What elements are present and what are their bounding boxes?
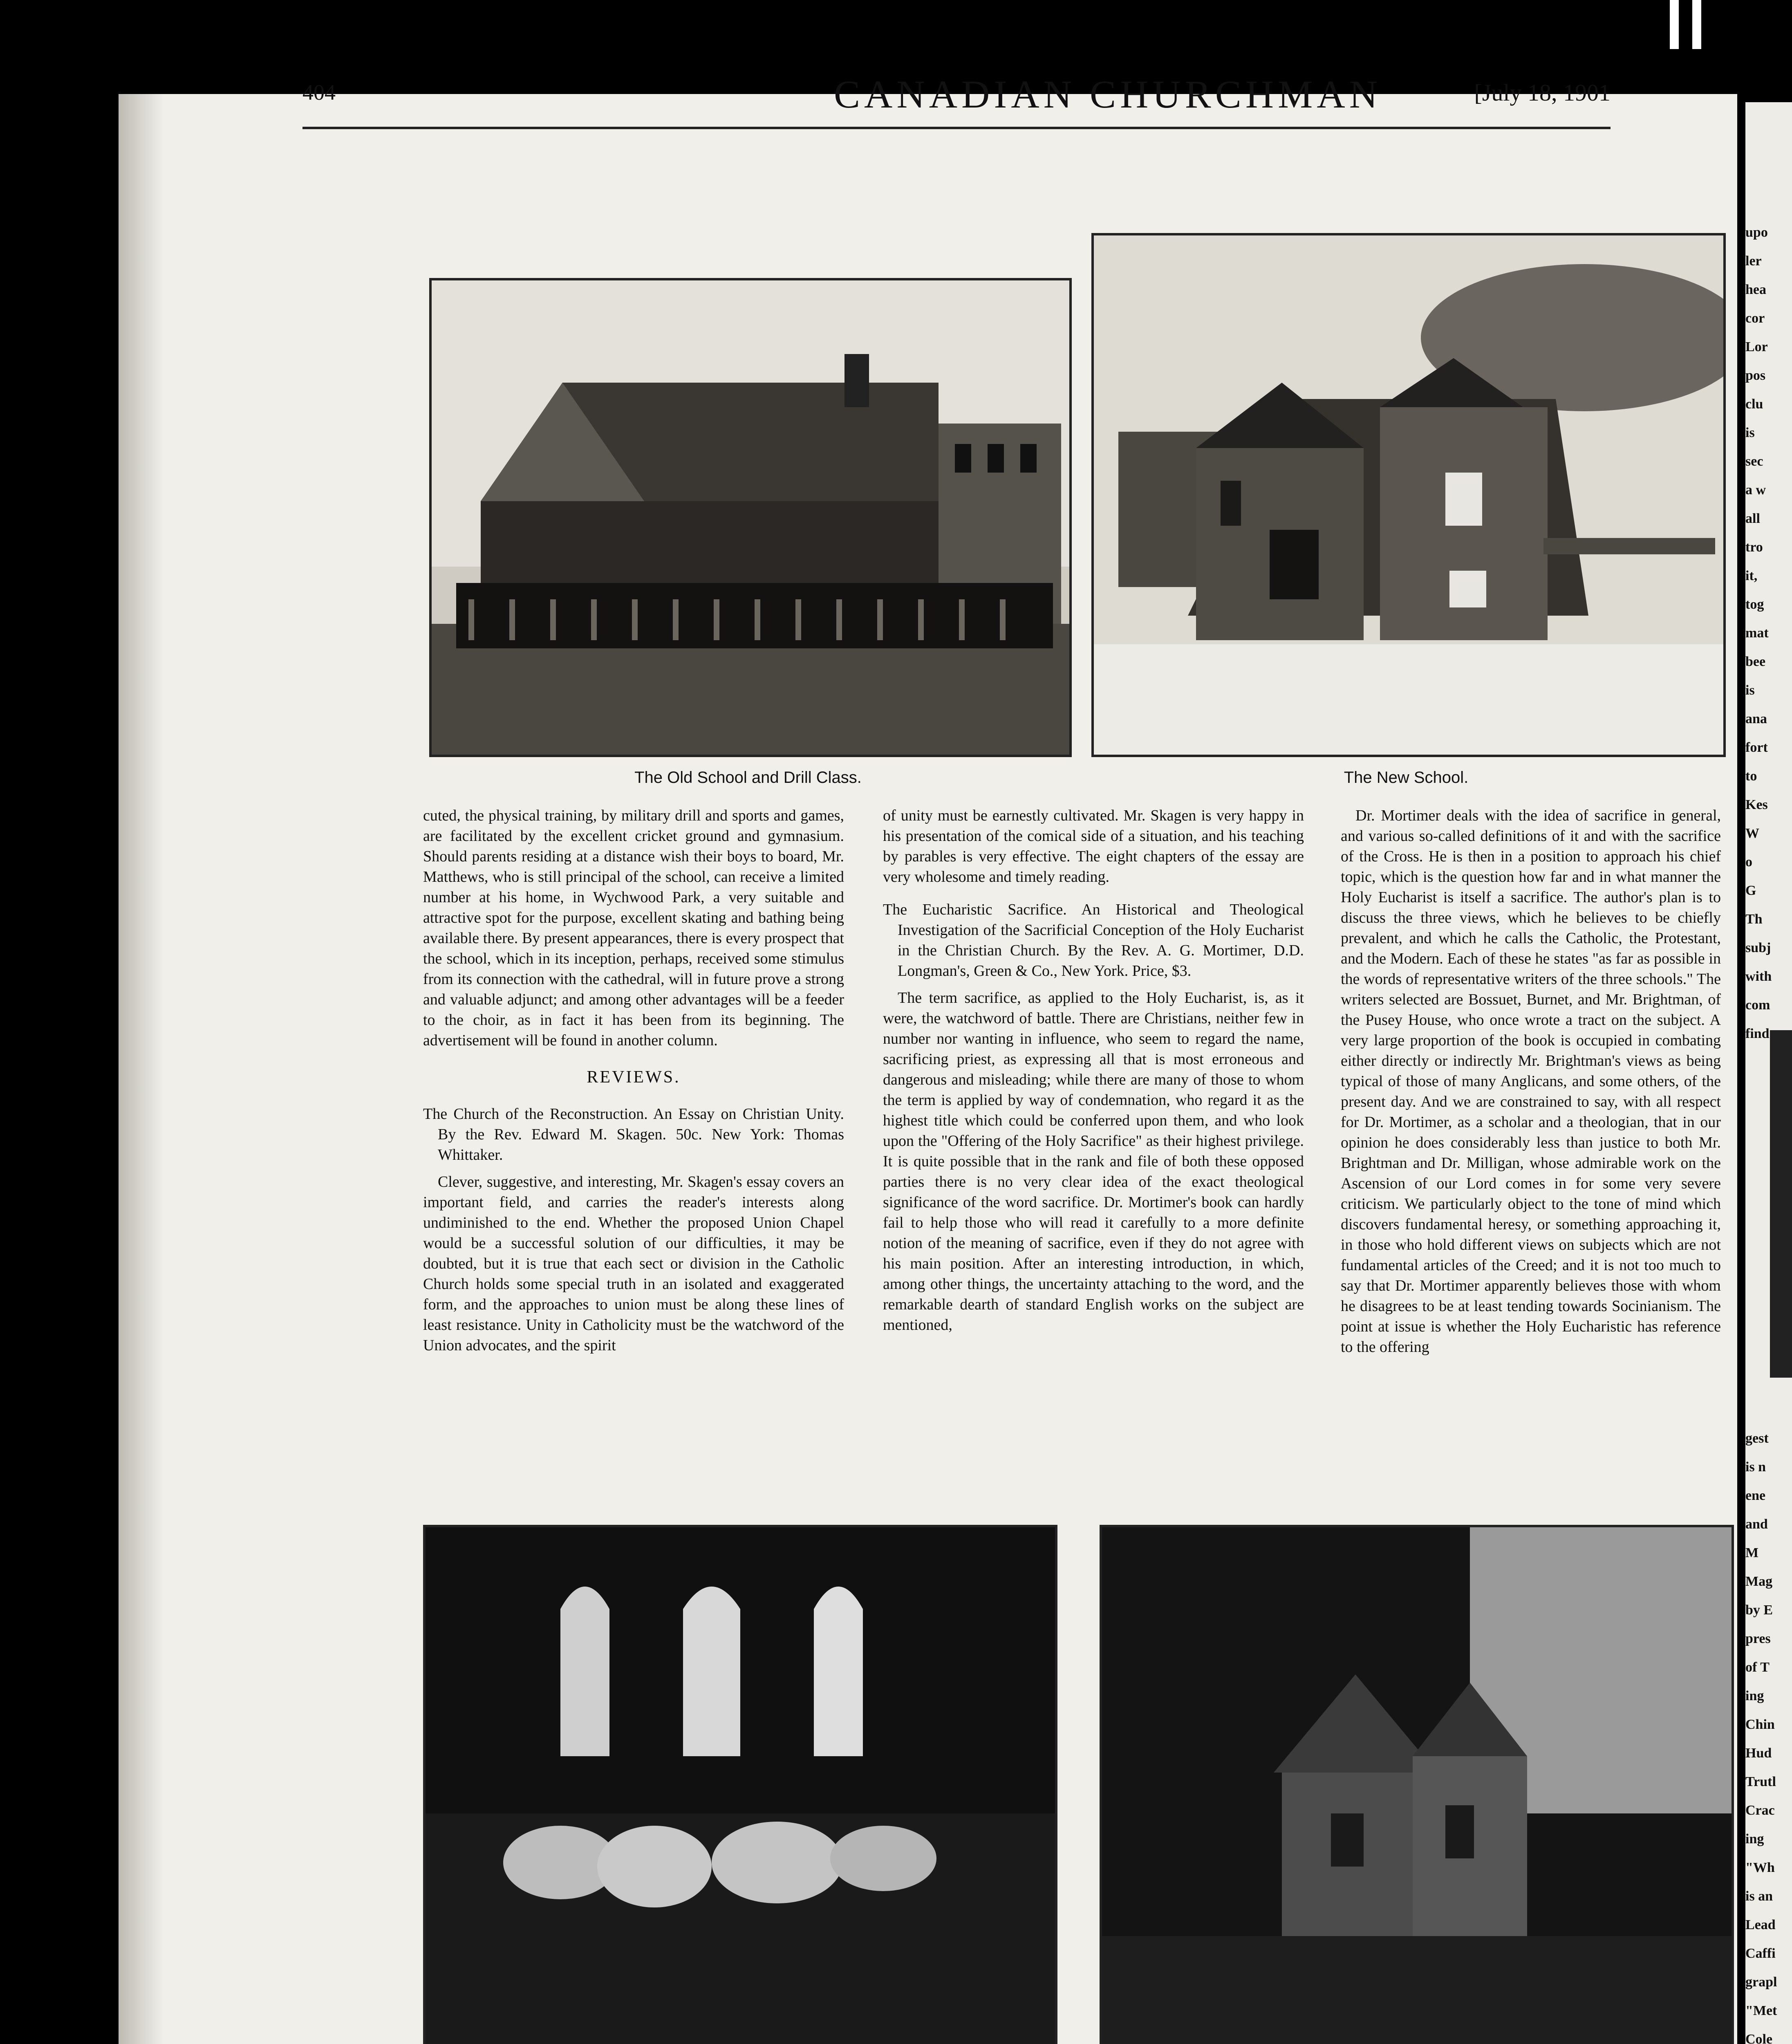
masthead: CANADIAN CHURCHMAN: [834, 72, 1382, 116]
adjacent-page-fragment: grapl: [1745, 1975, 1777, 1990]
photo-cathedral-choir: [423, 1525, 1057, 2044]
photo-wychwood-house: [1100, 1525, 1734, 2044]
adjacent-page-fragment: fort: [1745, 740, 1768, 755]
adjacent-page-fragment: Trutl: [1745, 1774, 1776, 1789]
review-entry: The Church of the Reconstruction. An Essay on Christian Unity. By the Rev. Edward M. Skagen. 50c. New York: Thomas Whittaker.: [423, 1105, 844, 1163]
text-column-2: [883, 805, 1304, 1340]
adjacent-page-fragment: Crac: [1745, 1803, 1775, 1818]
adjacent-page-fragment: Cole: [1745, 2032, 1773, 2044]
text-column-3: [1341, 805, 1721, 1362]
adjacent-page-fragment: it,: [1745, 568, 1758, 583]
section-heading-reviews: REVIEWS.: [587, 1068, 681, 1087]
adjacent-page-fragment: Chin: [1745, 1717, 1775, 1732]
article-paragraph: The term sacrifice, as applied to the Holy Eucharist, is, as it were, the watchword of battle. There are Christians, neither few in number nor wanting in influence, who seem to regard the name, sacrificing priest, as expressing all that is most erroneous and dangerous and misleading; while there are many of those to whom the term is applied by way of condemnation, who regard it as the highest title which could be conferred upon them, and who look upon the "Offering of the Holy Sacrifice" as their highest privilege. It is quite possible that in the rank and file of both these opposed parties there is no very clear idea of the exact theological significance of the word sacrifice. Dr. Mortimer's book can hardly fail to help those who will read it carefully to a more definite notion of the meaning of sacrifice, even if they do not agree with his main position. After an interesting introduction, in which, among other things, the uncertainty attaching to the word, and the remarkable dearth of standard English works on the subject are mentioned,: [883, 989, 1304, 1334]
adjacent-page-fragment: M: [1745, 1545, 1759, 1560]
adjacent-page-fragment: ene: [1745, 1488, 1766, 1503]
adjacent-page-fragment: and: [1745, 1517, 1768, 1532]
adjacent-page-fragment: W: [1745, 826, 1759, 841]
adjacent-page-fragment: Mag: [1745, 1574, 1773, 1589]
adjacent-page-fragment: ing: [1745, 1688, 1764, 1703]
review-entry: The Eucharistic Sacrifice. An Historical and Theological Investigation of the Sacrificial Conception of the Holy Eucharist in the Christian Church. By the Rev. A. G. Mortimer, D.D. Longman's, Green & Co., New York. Price, $3.: [883, 901, 1304, 979]
old-school-illustration: [432, 280, 1069, 755]
article-paragraph: Dr. Mortimer deals with the idea of sacrifice in general, and various so-called definitions of it and with the sacrifice of the Cross. He is then in a position to approach his chief topic, which is the question how far and in what manner the Holy Eucharist is itself a sacrifice. The author's plan is to discuss the three views, which he believes to be chiefly prevalent, and which he calls the Catholic, the Protestant, and the Modern. Each of these he states "as far as possible in the words of representative writers of the three schools." The writers selected are Bossuet, Burnet, and Mr. Brightman, of the Pusey House, who once wrote a tract on the subject. A very large proportion of the book is occupied in combating either directly or indirectly Mr. Brightman's views as being typical of those of many Anglicans, and some others, of the present day. And we are constrained to say, with all respect for Dr. Mortimer, as a scholar and a theologian, that in our opinion he does considerably less than justice to both Mr. Brightman and Dr. Milligan, whose admirable work on the Ascension of our Lord comes in for some very severe criticism. We particularly object to the tone of mind which discovers fundamental heresy, or something approaching it, in those who hold different views on subjects which are not fundamental articles of the Creed; and it is not too much to say that Dr. Mortimer apparently believes those with whom he disagrees to be at least tending towards Socinianism. The point at issue is whether the Holy Eucharistic has reference to the offering: [1341, 807, 1721, 1356]
adjacent-page-fragment: pos: [1745, 368, 1766, 383]
adjacent-page-fragment: Lead: [1745, 1917, 1776, 1932]
photo-old-school: [429, 278, 1072, 757]
adjacent-page-fragment: to: [1745, 769, 1757, 784]
adjacent-page-fragment: com: [1745, 997, 1770, 1013]
page-gutter: [119, 94, 164, 2044]
adjacent-page-fragment: "Met: [1745, 2003, 1777, 2018]
adjacent-page-fragment: ing: [1745, 1831, 1764, 1847]
adjacent-page-fragment: is an: [1745, 1889, 1773, 1904]
adjacent-page-fragment: G: [1745, 883, 1756, 898]
adjacent-page-fragment: hea: [1745, 282, 1766, 297]
adjacent-page-fragment: find: [1745, 1026, 1770, 1041]
page-number: 404: [302, 80, 336, 105]
issue-date: [July 18, 1901: [1474, 79, 1611, 106]
adjacent-page-fragment: o: [1745, 854, 1752, 870]
adjacent-page-fragment: Kes: [1745, 797, 1768, 812]
adjacent-page-fragment: "Wh: [1745, 1860, 1775, 1875]
caption-old-school: The Old School and Drill Class.: [634, 769, 862, 787]
adjacent-page-fragment: tog: [1745, 597, 1764, 612]
adjacent-page-fragment: ler: [1745, 253, 1762, 269]
header-rule: [302, 127, 1611, 129]
adjacent-page-fragment: clu: [1745, 397, 1763, 412]
text-column-1: [423, 805, 844, 1360]
photo-new-school: [1091, 233, 1726, 757]
adjacent-page-fragment: with: [1745, 969, 1772, 984]
adjacent-page-fragment: Hud: [1745, 1746, 1772, 1761]
adjacent-page-fragment: subj: [1745, 940, 1771, 955]
film-mark: [1670, 0, 1679, 49]
adjacent-page-fragment: all: [1745, 511, 1760, 526]
adjacent-page-fragment: cor: [1745, 311, 1765, 326]
adjacent-page-fragment: of T: [1745, 1660, 1770, 1675]
film-mark: [1692, 0, 1701, 49]
adjacent-page-fragment: Th: [1745, 912, 1763, 927]
page-header: [302, 72, 1611, 121]
adjacent-page-fragment: ana: [1745, 711, 1767, 726]
adjacent-page-fragment: by E: [1745, 1602, 1773, 1618]
house-illustration: [1102, 1527, 1732, 2044]
adjacent-page-fragment: is n: [1745, 1459, 1766, 1475]
adjacent-page: [1745, 102, 1792, 2044]
adjacent-page-photo: [1770, 1030, 1792, 1378]
adjacent-page-fragment: Lor: [1745, 339, 1768, 354]
adjacent-page-fragment: upo: [1745, 225, 1768, 240]
adjacent-page-fragment: pres: [1745, 1631, 1771, 1646]
adjacent-page-fragment: mat: [1745, 625, 1769, 641]
adjacent-page-fragment: is: [1745, 425, 1755, 440]
adjacent-page-fragment: is: [1745, 683, 1755, 698]
article-paragraph: cuted, the physical training, by military drill and sports and games, are facilitated by the excellent cricket ground and gymnasium. Should parents residing at a distance wish their boys to board, Mr. Matthews, who is still principal of the school, can receive a limited number at his home, in Wychwood Park, a very suitable and attractive spot for the purpose, excellent skating and bathing being available there. By present appearances, there is every prospect that the school, which in its inception, perhaps, received some stimulus from its connection with the cathedral, will in future prove a strong and valuable adjunct; and among other advantages will be a feeder to the choir, as in fact it has been from its beginning. The advertisement will be found in another column.: [423, 807, 844, 1049]
article-paragraph: Clever, suggestive, and interesting, Mr. Skagen's essay covers an important field, and carries the reader's interests along undiminished to the end. Whether the proposed Union Chapel would be a successful solution of our difficulties, it may be doubted, but it is true that each sect or division in the Catholic Church holds some special truth in an isolated and exaggerated form, and the approaches to union must be along these lines of least resistance. Unity in Catholicity must be the watchword of the Union advocates, and the spirit: [423, 1173, 844, 1354]
adjacent-page-fragment: Caffi: [1745, 1946, 1776, 1961]
article-paragraph: of unity must be earnestly cultivated. Mr. Skagen is very happy in his presentation of the comical side of a situation, and his teaching by parables is very effective. The eight chapters of the essay are very wholesome and timely reading.: [883, 807, 1304, 885]
caption-new-school: The New School.: [1344, 769, 1469, 787]
adjacent-page-fragment: tro: [1745, 540, 1763, 555]
adjacent-page-fragment: bee: [1745, 654, 1766, 669]
choir-illustration: [426, 1527, 1055, 2044]
new-school-illustration: [1094, 235, 1723, 755]
adjacent-page-fragment: sec: [1745, 454, 1763, 469]
adjacent-page-fragment: gest: [1745, 1431, 1769, 1446]
adjacent-page-fragment: a w: [1745, 482, 1766, 498]
